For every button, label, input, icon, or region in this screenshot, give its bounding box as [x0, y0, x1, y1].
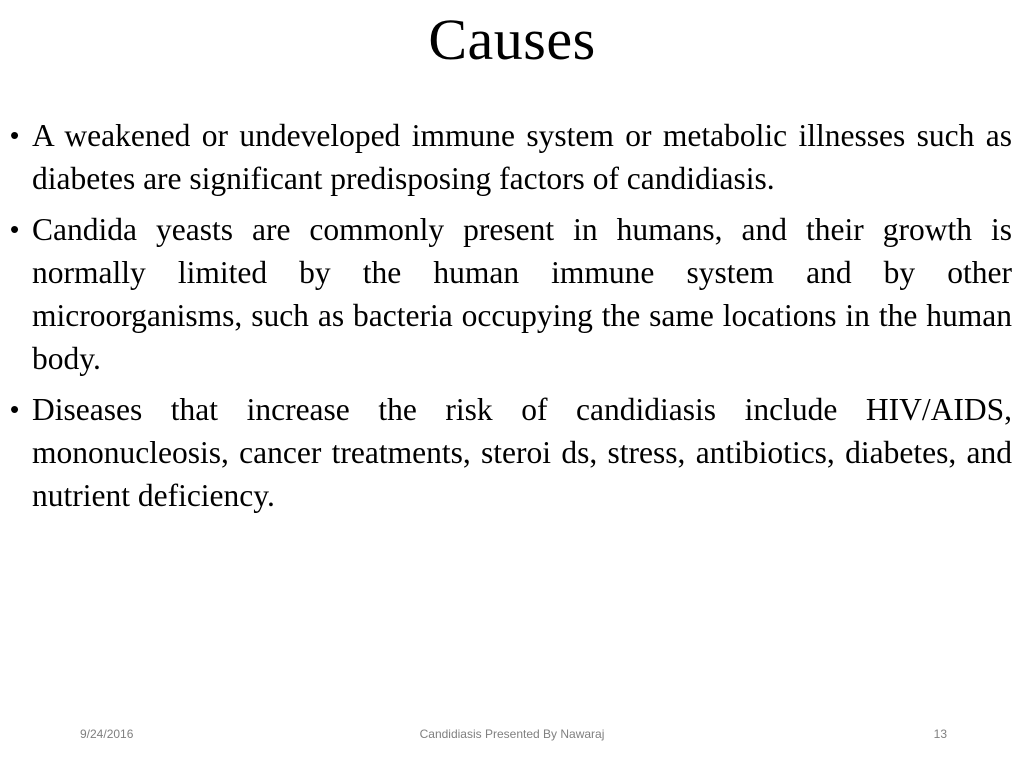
- footer-presenter-text: Candidiasis Presented By Nawaraj: [419, 727, 605, 741]
- slide-title: Causes: [428, 7, 596, 72]
- bullet-item-candida-yeasts: [10, 208, 1012, 380]
- bullet-icon: •: [10, 394, 20, 424]
- bullet-list: [10, 114, 1012, 525]
- bullet-text: A weakened or undeveloped immune system or metabolic illnesses such as diabetes are significant predisposing factors of candidiasis.: [32, 118, 1012, 196]
- bullet-icon: •: [10, 120, 20, 150]
- bullet-item-diseases: [10, 388, 1012, 517]
- bullet-text: Diseases that increase the risk of candidiasis include HIV/AIDS, mononucleosis, cancer treatments, steroi ds, stress, antibiotics, diabetes, and nutrient deficiency.: [32, 392, 1012, 513]
- bullet-icon: •: [10, 214, 20, 244]
- footer-date: 9/24/2016: [80, 727, 134, 741]
- bullet-item-immune-system: [10, 114, 1012, 200]
- slide-page-number: 13: [933, 727, 947, 741]
- slide-footer: [0, 727, 1024, 747]
- bullet-text: Candida yeasts are commonly present in humans, and their growth is normally limited by the human immune system and by other microorganisms, such as bacteria occupying the same locations in the human body.: [32, 212, 1012, 376]
